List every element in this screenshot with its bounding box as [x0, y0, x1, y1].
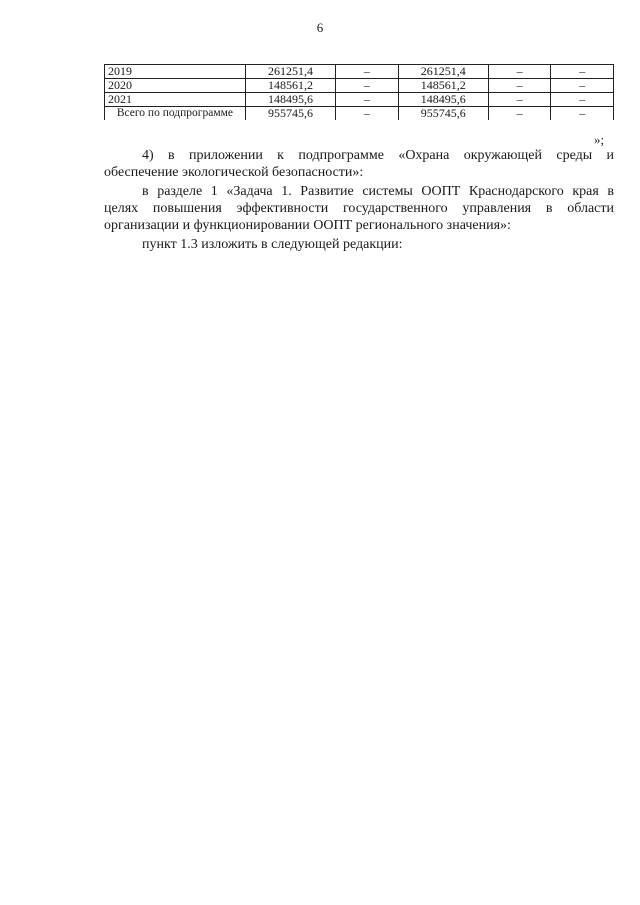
paragraph-line: в разделе 1 «Задача 1. Развитие системы ООПТ Краснодарского края в [142, 184, 614, 199]
cell-value: – [488, 79, 551, 93]
cell-value: – [551, 107, 614, 121]
cell-value: – [336, 79, 399, 93]
paragraph-line: пункт 1.3 изложить в следующей редакции: [142, 237, 403, 252]
cell-value: 148561,2 [398, 79, 488, 93]
cell-total: 955745,6 [245, 107, 335, 121]
row-year: 2020 [105, 79, 246, 93]
paragraph-line: 4) в приложении к подпрограмме «Охрана окружающей среды и [142, 148, 614, 163]
closing-quote: »; [594, 132, 605, 147]
table-row-total [105, 107, 614, 121]
table-row [105, 93, 614, 107]
cell-value: – [551, 79, 614, 93]
row-year: 2019 [105, 65, 246, 79]
table-row [105, 65, 614, 79]
paragraph-line: целях повышения эффективности государственного управления в области [104, 201, 614, 216]
cell-value: – [336, 93, 399, 107]
cell-value: – [336, 107, 399, 121]
cell-total: 261251,4 [245, 65, 335, 79]
cell-value: 955745,6 [398, 107, 488, 121]
cell-total: 148495,6 [245, 93, 335, 107]
paragraph-line: организации и функционировании ООПТ регионального значения»: [104, 218, 511, 233]
row-year: 2021 [105, 93, 246, 107]
table-row [105, 79, 614, 93]
row-total-label: Всего по подпрограмме [105, 107, 246, 121]
paragraph-line: обеспечение экологической безопасности»: [104, 165, 364, 180]
cell-value: – [551, 93, 614, 107]
cell-total: 148561,2 [245, 79, 335, 93]
cell-value: 261251,4 [398, 65, 488, 79]
budget-table [104, 64, 614, 120]
page-number: 6 [316, 20, 324, 35]
cell-value: – [488, 107, 551, 121]
cell-value: – [551, 65, 614, 79]
cell-value: 148495,6 [398, 93, 488, 107]
cell-value: – [336, 65, 399, 79]
cell-value: – [488, 65, 551, 79]
cell-value: – [488, 93, 551, 107]
